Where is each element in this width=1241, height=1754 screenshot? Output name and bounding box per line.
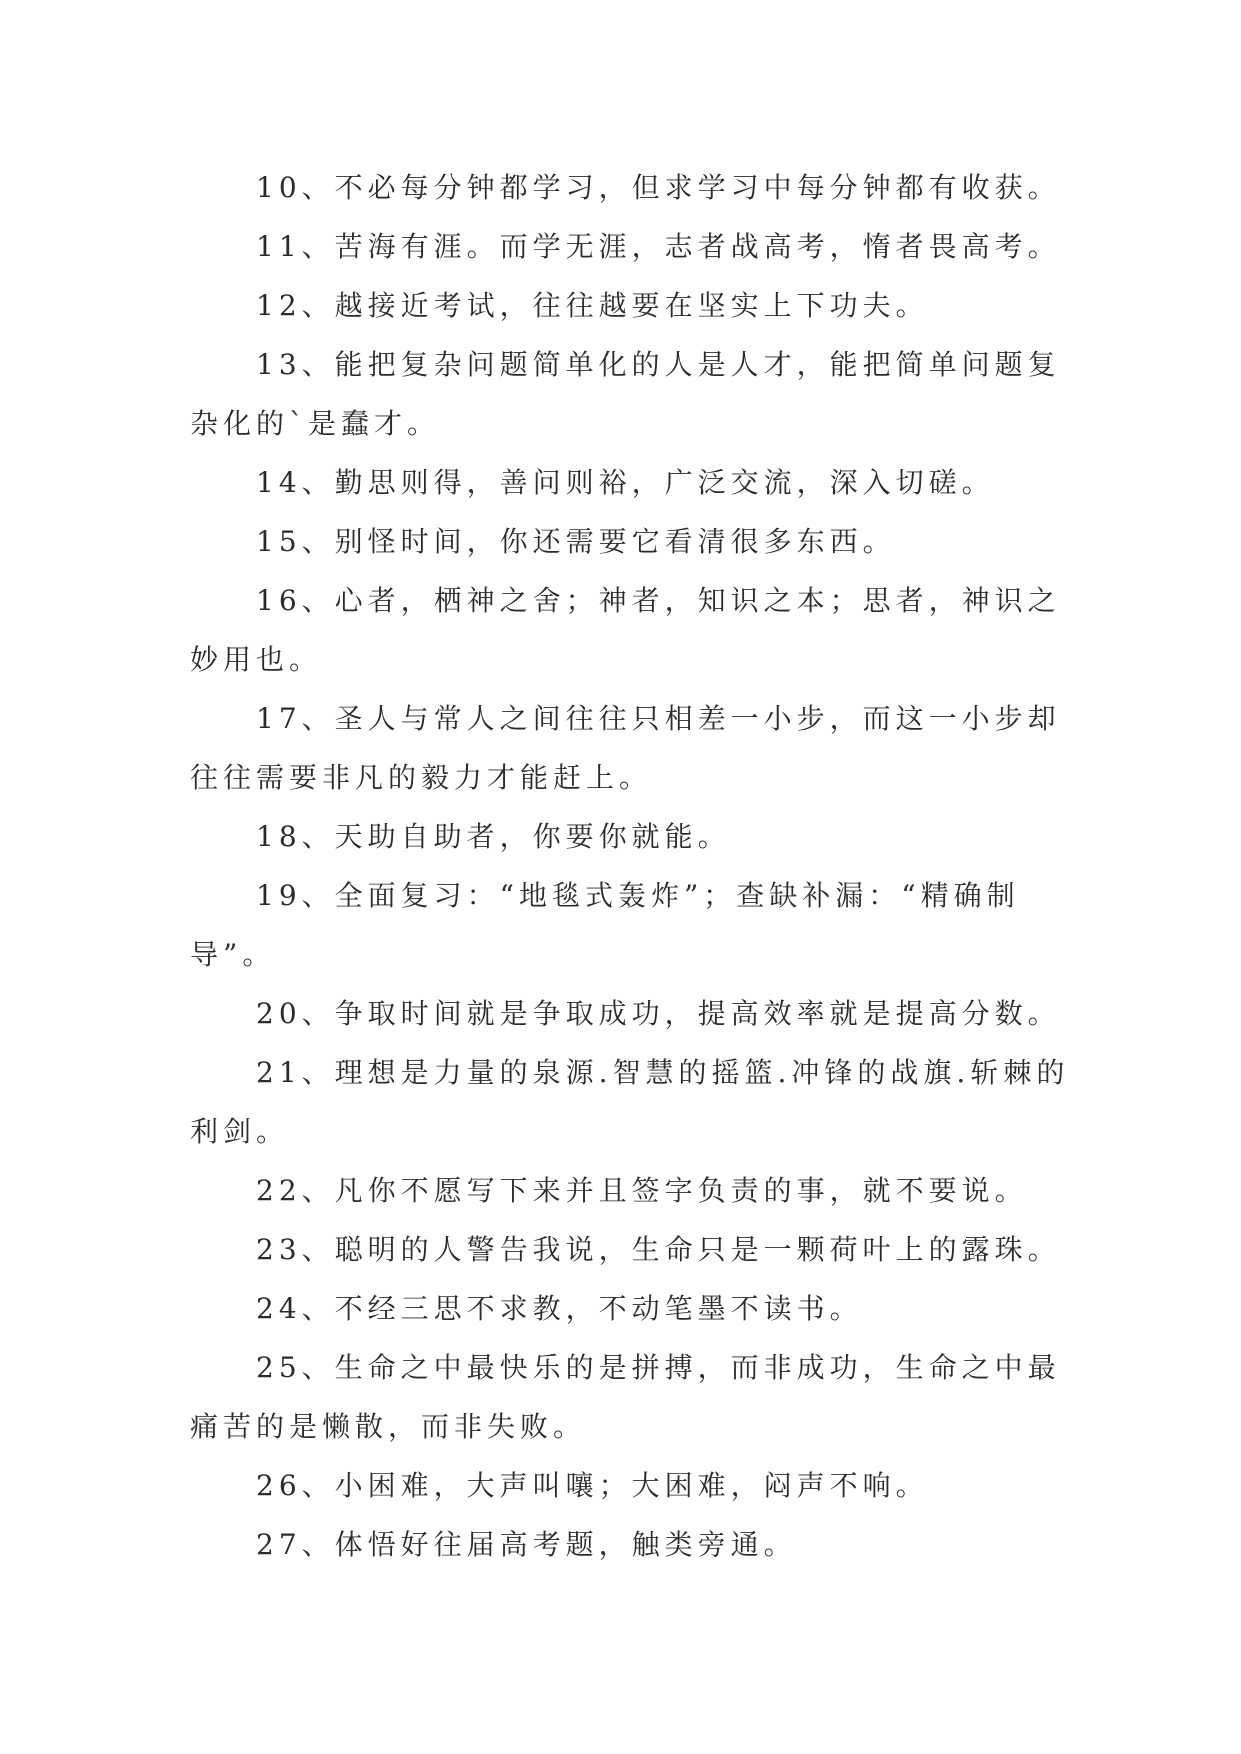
paragraph-23: 23、聪明的人警告我说，生命只是一颗荷叶上的露珠。 xyxy=(256,1233,1061,1266)
paragraph-10: 10、不必每分钟都学习，但求学习中每分钟都有收获。 xyxy=(256,171,1061,204)
paragraph-11: 11、苦海有涯。而学无涯，志者战高考，惰者畏高考。 xyxy=(256,230,1061,263)
paragraph-22: 22、凡你不愿写下来并且签字负责的事，就不要说。 xyxy=(256,1174,1028,1207)
paragraph-18: 18、天助自助者，你要你就能。 xyxy=(256,820,731,853)
paragraph-25: 25、生命之中最快乐的是拼搏，而非成功，生命之中最痛苦的是懒散，而非失败。 xyxy=(190,1351,1061,1443)
paragraph-14: 14、勤思则得，善问则裕，广泛交流，深入切磋。 xyxy=(256,466,995,499)
paragraph-13: 13、能把复杂问题简单化的人是人才，能把简单问题复杂化的`是蠢才。 xyxy=(190,348,1061,440)
paragraph-21: 21、理想是力量的泉源.智慧的摇篮.冲锋的战旗.斩棘的利剑。 xyxy=(190,1056,1070,1148)
paragraph-16: 16、心者，栖神之舍；神者，知识之本；思者，神识之妙用也。 xyxy=(190,584,1061,676)
paragraph-19: 19、全面复习：“地毯式轰炸”；查缺补漏：“精确制导”。 xyxy=(190,879,1020,971)
paragraph-20: 20、争取时间就是争取成功，提高效率就是提高分数。 xyxy=(256,997,1061,1030)
paragraph-17: 17、圣人与常人之间往往只相差一小步，而这一小步却往往需要非凡的毅力才能赶上。 xyxy=(190,702,1061,794)
paragraph-15: 15、别怪时间，你还需要它看清很多东西。 xyxy=(256,525,896,558)
paragraph-27: 27、体悟好往届高考题，触类旁通。 xyxy=(256,1528,797,1561)
paragraph-26: 26、小困难，大声叫嚷；大困难，闷声不响。 xyxy=(256,1469,929,1502)
paragraph-24: 24、不经三思不求教，不动笔墨不读书。 xyxy=(256,1292,863,1325)
paragraph-12: 12、越接近考试，往往越要在坚实上下功夫。 xyxy=(256,289,929,322)
document-body xyxy=(190,158,1070,1574)
